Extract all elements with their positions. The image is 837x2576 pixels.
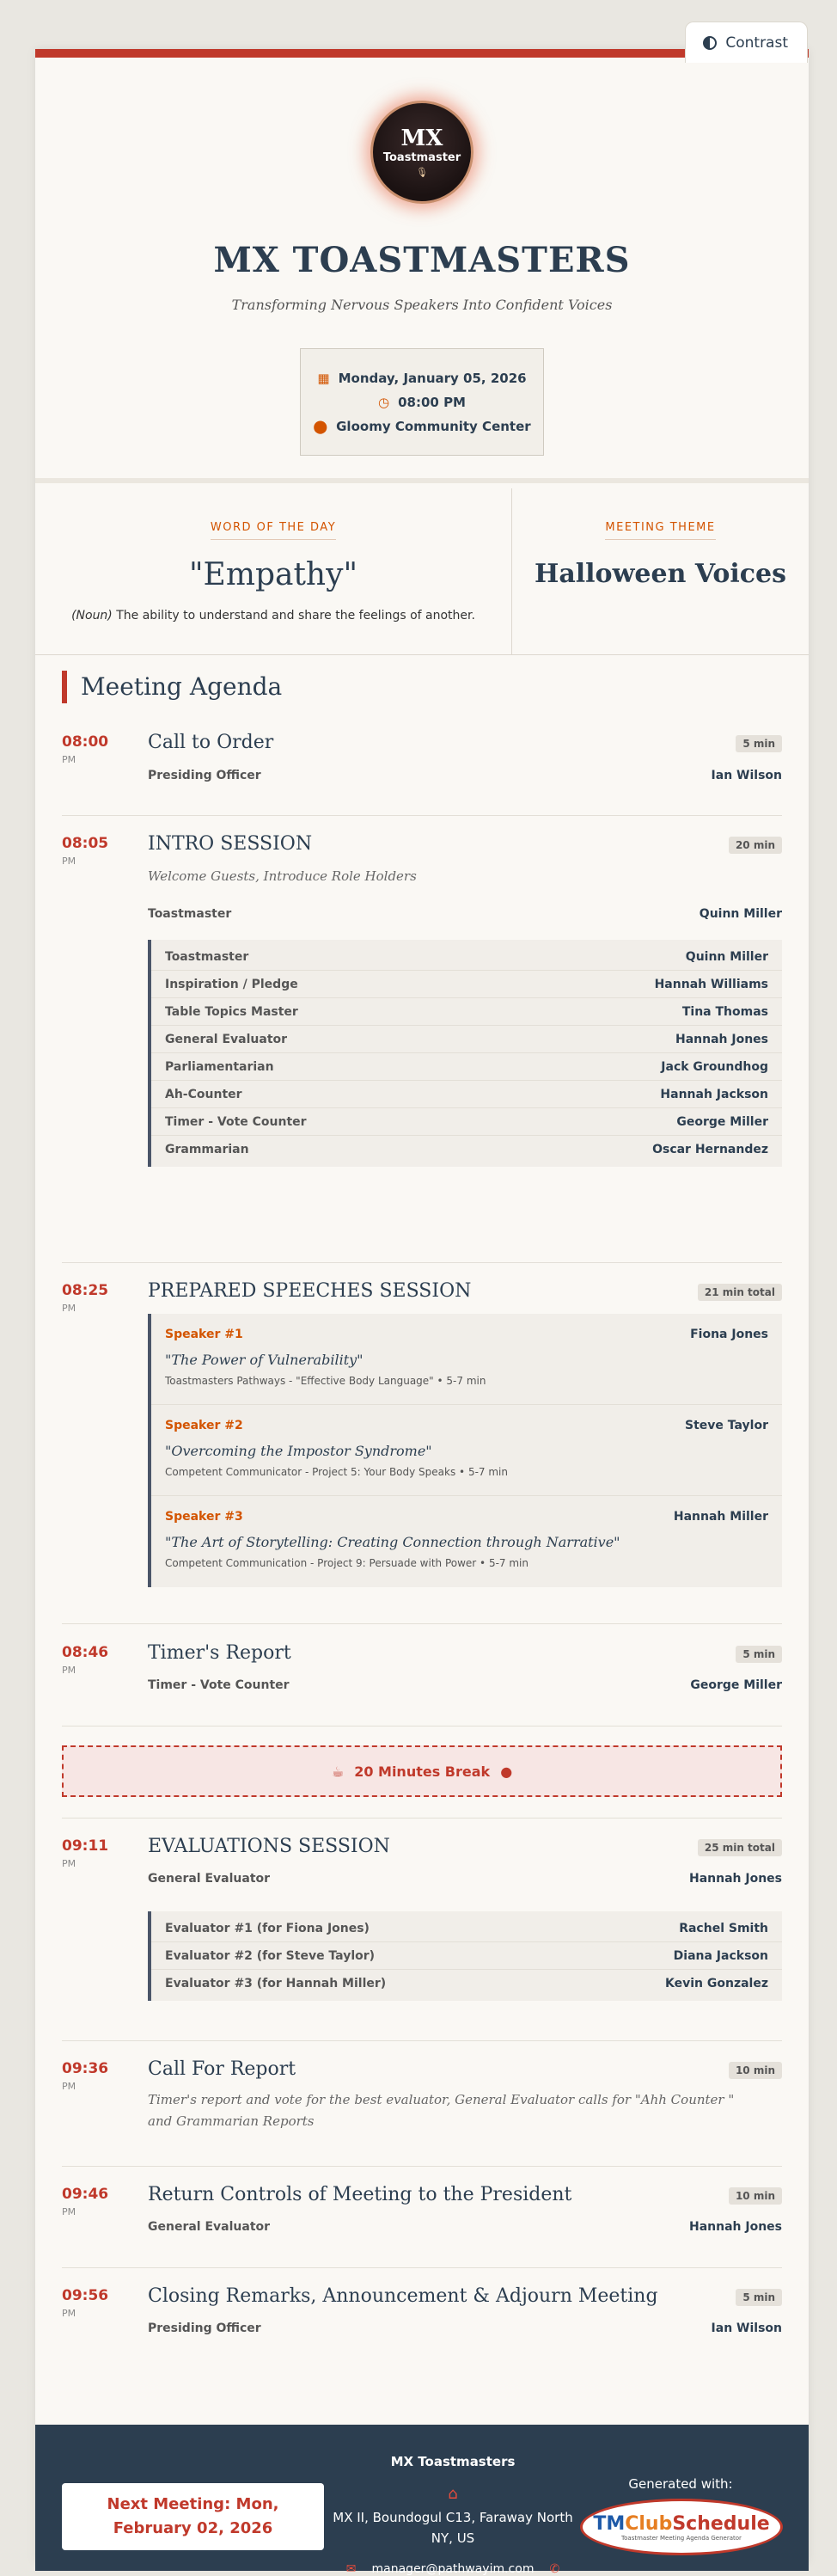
word-theme-section bbox=[35, 488, 809, 655]
duration-badge: 21 min total bbox=[698, 1284, 782, 1301]
item-description: Welcome Guests, Introduce Role Holders bbox=[148, 868, 417, 884]
cookie-icon: ● bbox=[500, 1763, 513, 1780]
duration-badge: 20 min bbox=[729, 837, 782, 854]
speeches-list bbox=[148, 1314, 782, 1587]
divider bbox=[62, 1726, 782, 1727]
calendar-icon: ▦ bbox=[317, 370, 330, 386]
coffee-icon: ☕ bbox=[331, 1763, 345, 1780]
generated-with-label: Generated with: bbox=[628, 2476, 733, 2492]
agenda-title: Meeting Agenda bbox=[62, 671, 282, 703]
footer-address: MX II, Boundogul C13, Faraway North NY, US bbox=[333, 2510, 573, 2546]
role-holder-row: Toastmaster Quinn Miller bbox=[151, 943, 782, 971]
footer-contact bbox=[324, 2562, 582, 2576]
break-banner bbox=[62, 1745, 782, 1797]
meeting-date: Monday, January 05, 2026 bbox=[338, 370, 527, 386]
contrast-icon bbox=[703, 36, 717, 50]
duration-badge: 25 min total bbox=[698, 1839, 782, 1856]
club-name: MX TOASTMASTERS bbox=[213, 240, 631, 280]
divider bbox=[62, 2040, 782, 2041]
divider bbox=[62, 1262, 782, 1263]
agenda-item-return-controls: 09:46 PM Return Controls of Meeting to the President 10 min General Evaluator Hannah Jones bbox=[62, 2184, 782, 2234]
role-holder-row: Timer - Vote Counter George Miller bbox=[151, 1108, 782, 1136]
envelope-icon: ✉ bbox=[345, 2562, 357, 2576]
speech-entry: Speaker #1 Fiona Jones "The Power of Vulnerability" Toastmasters Pathways - "Effective Body Language" • 5-7 min bbox=[151, 1314, 782, 1405]
item-title: Call to Order bbox=[148, 732, 274, 753]
evaluator-row: Evaluator #1 (for Fiona Jones) Rachel Smith bbox=[151, 1915, 782, 1942]
role-holder-row: Parliamentarian Jack Groundhog bbox=[151, 1053, 782, 1081]
word-of-the-day bbox=[35, 488, 512, 654]
divider bbox=[62, 2267, 782, 2268]
divider bbox=[62, 1818, 782, 1819]
duration-badge: 10 min bbox=[729, 2187, 782, 2205]
footer bbox=[35, 2425, 809, 2576]
contrast-toggle-button[interactable] bbox=[685, 21, 808, 63]
role-row: General Evaluator Hannah Jones bbox=[148, 1872, 782, 1886]
role-row: Presiding Officer Ian Wilson bbox=[148, 769, 782, 782]
footer-email[interactable]: manager@pathwayim.com bbox=[371, 2562, 535, 2576]
tagline: Transforming Nervous Speakers Into Confident Voices bbox=[231, 297, 613, 313]
role-row: Presiding Officer Ian Wilson bbox=[148, 2321, 782, 2335]
microphone-icon: 🎙 bbox=[416, 166, 428, 178]
agenda-item-closing-remarks: 09:56 PM Closing Remarks, Announcement & Adjourn Meeting 5 min Presiding Officer Ian Wilson bbox=[62, 2285, 782, 2335]
divider bbox=[62, 815, 782, 816]
agenda-item-timers-report: 08:46 PM Timer's Report 5 min Timer - Vote Counter George Miller bbox=[62, 1642, 782, 1692]
agenda-item-prepared-speeches: 08:25 PM PREPARED SPEECHES SESSION 21 min total Speaker #1 Fiona Jones "The Power of Vulnerability" Toastmasters Pathways - "Effective Body Language" • 5-7 min Speaker #2 Steve Taylor "Overcoming the Impostor Syndrome" Competent Communicator - Project 5: Your Body Speaks • 5-7 min Speaker #3 Hannah Miller "The Art of Storytelling: Creating Connection through Narrative" Competent Communication - Project 9: Persuade with Power • 5-7 min bbox=[62, 1282, 782, 1609]
meeting-location: Gloomy Community Center bbox=[336, 418, 531, 434]
agenda-item-call-for-report: 09:36 PM Call For Report 10 min Timer's report and vote for the best evaluator, General Evaluator calls for "Ahh Counter " and Grammarian Reports bbox=[62, 2060, 782, 2129]
tmclubschedule-logo[interactable]: TMClubSchedule Toastmaster Meeting Agenda Generator bbox=[580, 2499, 783, 2555]
role-row: Timer - Vote Counter George Miller bbox=[148, 1678, 782, 1692]
role-row: Toastmaster Quinn Miller bbox=[148, 907, 782, 921]
role-holder-row: Inspiration / Pledge Hannah Williams bbox=[151, 971, 782, 998]
agenda-page bbox=[35, 49, 809, 2576]
agenda-item-intro-session: 08:05 PM INTRO SESSION 20 min Welcome Guests, Introduce Role Holders Toastmaster Quinn Miller Toastmaster Quinn Miller Inspiration / Pledge Hannah Williams Table Topics Master Tina Thomas General Evaluator Hannah Jones Parliamentarian Jack Groundhog Ah-Counter Hannah Jackson Timer - Vote Counter George Miller Grammarian Oscar Hernandez bbox=[62, 835, 782, 1230]
next-meeting-box: Next Meeting: Mon, February 02, 2026 bbox=[62, 2483, 324, 2550]
speech-entry: Speaker #2 Steve Taylor "Overcoming the Impostor Syndrome" Competent Communicator - Project 5: Your Body Speaks • 5-7 min bbox=[151, 1405, 782, 1496]
theme-label: MEETING THEME bbox=[605, 521, 715, 540]
meeting-theme bbox=[512, 488, 809, 654]
break-label: 20 Minutes Break bbox=[354, 1763, 491, 1780]
duration-badge: 5 min bbox=[736, 735, 782, 752]
role-holder-row: Ah-Counter Hannah Jackson bbox=[151, 1081, 782, 1108]
footer-club-name: MX Toastmasters bbox=[390, 2454, 516, 2469]
agenda-item-call-to-order: 08:00 PM Call to Order 5 min Presiding Officer Ian Wilson bbox=[62, 732, 782, 782]
divider bbox=[62, 1623, 782, 1624]
speech-entry: Speaker #3 Hannah Miller "The Art of Storytelling: Creating Connection through Narrative" Competent Communication - Project 9: Persuade with Power • 5-7 min bbox=[165, 1510, 768, 1569]
evaluator-row: Evaluator #2 (for Steve Taylor) Diana Jackson bbox=[151, 1942, 782, 1970]
divider bbox=[62, 2166, 782, 2167]
header bbox=[35, 58, 809, 483]
location-pin-icon: ⬤ bbox=[313, 418, 328, 434]
item-description: Timer's report and vote for the best evaluator, General Evaluator calls for "Ahh Counter " and Grammarian Reports bbox=[148, 2092, 735, 2129]
agenda-item-evaluations: 09:11 PM EVALUATIONS SESSION 25 min total General Evaluator Hannah Jones Evaluator #1 (for Fiona Jones) Rachel Smith Evaluator #2 (for Steve Taylor) Diana Jackson Evaluator #3 (for Hannah Miller) Kevin Gonzalez bbox=[62, 1837, 782, 2027]
duration-badge: 5 min bbox=[736, 1646, 782, 1663]
phone-icon[interactable]: ✆ bbox=[549, 2562, 560, 2576]
wotd-label: WORD OF THE DAY bbox=[211, 521, 336, 540]
role-holder-row: General Evaluator Hannah Jones bbox=[151, 1026, 782, 1053]
clock-icon: ◷ bbox=[378, 394, 390, 410]
wotd-word: "Empathy" bbox=[188, 557, 358, 592]
contrast-label: Contrast bbox=[725, 34, 788, 52]
duration-badge: 5 min bbox=[736, 2289, 782, 2306]
role-holders-list bbox=[148, 940, 782, 1167]
theme-value: Halloween Voices bbox=[534, 559, 786, 589]
evaluators-list bbox=[148, 1911, 782, 2001]
home-icon: ⌂ bbox=[448, 2485, 458, 2503]
item-time: 08:00 bbox=[62, 733, 109, 751]
club-logo: MX Toastmaster 🎙 bbox=[370, 101, 473, 204]
role-holder-row: Table Topics Master Tina Thomas bbox=[151, 998, 782, 1026]
meeting-time: 08:00 PM bbox=[398, 394, 466, 410]
role-row: General Evaluator Hannah Jones bbox=[148, 2220, 782, 2234]
duration-badge: 10 min bbox=[729, 2062, 782, 2079]
role-holder-row: Grammarian Oscar Hernandez bbox=[165, 1143, 768, 1156]
evaluator-row: Evaluator #3 (for Hannah Miller) Kevin Gonzalez bbox=[165, 1977, 768, 1990]
meeting-info-box bbox=[300, 348, 544, 456]
wotd-definition: (Noun) The ability to understand and share the feelings of another. bbox=[71, 609, 475, 623]
